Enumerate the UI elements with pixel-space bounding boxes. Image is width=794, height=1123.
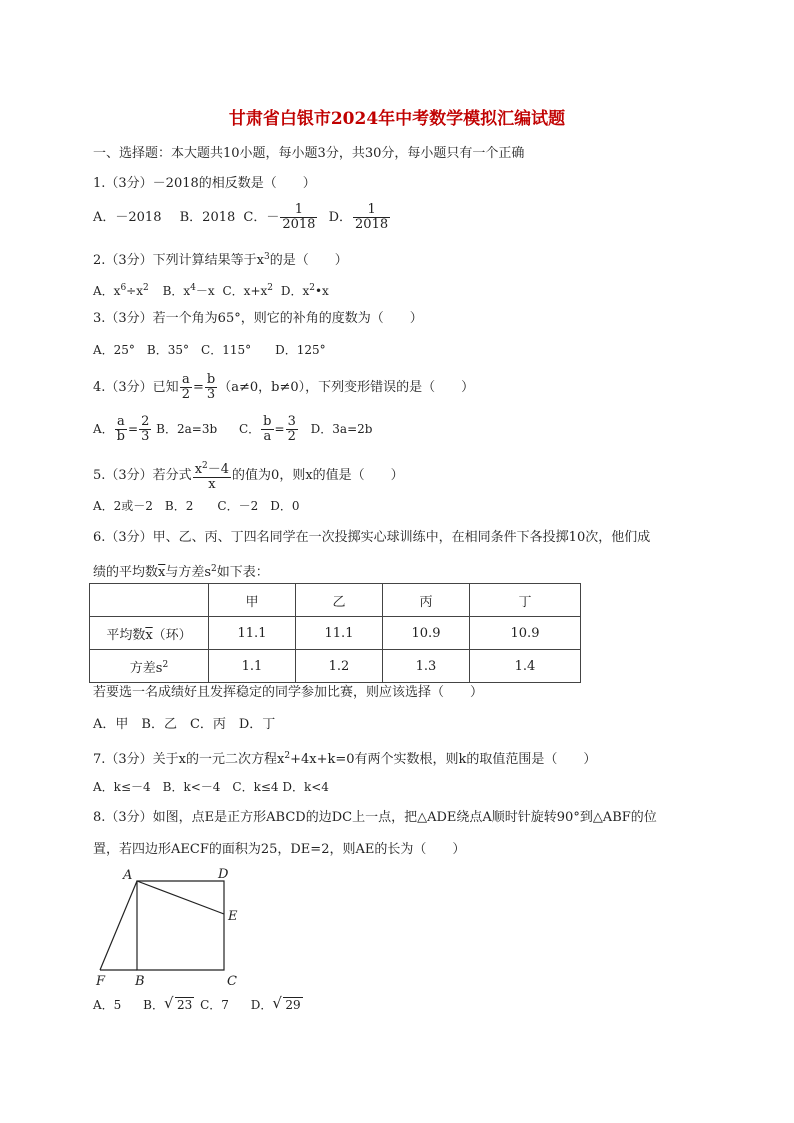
table-row <box>90 617 581 650</box>
q4-opt-d: D．3a=2b <box>310 422 373 436</box>
q2-options <box>93 279 329 300</box>
q1-opt-d: D． $\frac{1}{2018}$ <box>328 202 389 232</box>
q8-opt-c: C．7 <box>200 998 229 1012</box>
table-header-jia: 甲 <box>209 584 296 617</box>
table-cell: 11.1 <box>209 617 296 650</box>
table-header-row <box>90 584 581 617</box>
q4-opt-c: C． $\frac{b}{a}$ = $\frac{3}{2}$ <box>238 414 296 444</box>
q4-stem: 4.（3分）已知 $\frac{a}{2}$ = $\frac{b}{3}$ （a≠0，b≠0），下列变形错误的是（ ） <box>93 372 475 402</box>
q8-opt-b: B． √ 23 <box>143 994 193 1012</box>
sqrt-icon: √ 23 <box>163 994 193 1012</box>
q5-stem: 5.（3分）若分式 $\frac{x^2-4}{x}$ 的值为0，则x的值是（ ） <box>93 461 404 492</box>
table-cell: 10.9 <box>470 617 581 650</box>
segment-af <box>100 881 137 970</box>
q8-line2: 置，若四边形AECF的面积为25，DE=2，则AE的长为（ ） <box>93 842 466 857</box>
table-cell: 11.1 <box>296 617 383 650</box>
q4-opt-b: B．2a=3b <box>156 422 218 436</box>
q6-line1: 6.（3分）甲、乙、丙、丁四名同学在一次投掷实心球训练中，在相同条件下各投掷10次，他们成 <box>93 530 651 545</box>
label-d: D <box>218 867 229 882</box>
q2-opt-c: C．$x+x^2$ <box>222 283 274 298</box>
table-cell: 1.2 <box>296 650 383 683</box>
q2-stem: 2.（3分）下列计算结果等于$x^3$的是（ ） <box>93 252 348 268</box>
q6-line2: 绩的平均数$\overline{x}$与方差$s^2$如下表： <box>93 564 269 580</box>
q2-opt-a: A．$x^6\div x^2$ <box>93 283 149 298</box>
q1-opt-b: B．2018 <box>179 210 236 225</box>
q1-opt-a: A．－2018 <box>93 210 162 225</box>
q8-opt-d: D． √ 29 <box>250 994 301 1012</box>
table-cell: 1.4 <box>470 650 581 683</box>
q2-opt-d: D．$x^2•x$ <box>280 283 329 298</box>
label-e: E <box>228 909 238 924</box>
segment-ae <box>137 881 224 914</box>
row-label-mean: 平均数$\overline{x}$（环） <box>90 617 209 650</box>
q5-options: A．2或－2 B．2 C．－2 D．0 <box>93 499 300 513</box>
section-heading: 一、选择题：本大题共10小题，每小题3分，共30分，每小题只有一个正确 <box>93 146 525 161</box>
q6-options: A．甲 B．乙 C．丙 D．丁 <box>93 717 276 732</box>
table-cell: 1.1 <box>209 650 296 683</box>
table-header-ding: 丁 <box>470 584 581 617</box>
q1-stem: 1.（3分）－2018的相反数是（ ） <box>93 176 316 191</box>
q8-line1: 8.（3分）如图，点E是正方形ABCD的边DC上一点，把△ADE绕点A顺时针旋转90°到△ABF的位 <box>93 810 657 825</box>
table-cell <box>90 584 209 617</box>
table-header-yi: 乙 <box>296 584 383 617</box>
q8-options <box>93 996 303 1014</box>
q7-options: A．k≤－4 B．k<－4 C．k≤4 D．k<4 <box>93 780 329 794</box>
table-header-bing: 丙 <box>383 584 470 617</box>
q3-options: A．25° B．35° C．115° D．125° <box>93 343 326 357</box>
table-cell: 1.3 <box>383 650 470 683</box>
q7-stem: 7.（3分）关于x的一元二次方程$x^2+4x+k=0$有两个实数根，则k的取值范围是（ ） <box>93 751 597 767</box>
q1-options <box>93 203 391 232</box>
q8-figure <box>90 864 250 994</box>
label-b: B <box>135 974 145 989</box>
paper-title: 甘肃省白银市2024年中考数学模拟汇编试题 <box>228 109 566 129</box>
q6-after: 若要选一名成绩好且发挥稳定的同学参加比赛，则应该选择（ ） <box>93 685 484 700</box>
q3-stem: 3.（3分）若一个角为65°，则它的补角的度数为（ ） <box>93 311 423 326</box>
table-cell: 10.9 <box>383 617 470 650</box>
q4-options <box>93 415 372 444</box>
label-c: C <box>227 974 237 989</box>
q4-opt-a: A． $\frac{a}{b}$ = $\frac{2}{3}$ <box>93 414 150 444</box>
table-row <box>90 650 581 683</box>
sqrt-icon: √ 29 <box>272 994 301 1012</box>
label-a: A <box>123 868 133 883</box>
q1-opt-c: C．－ $\frac{1}{2018}$ <box>243 202 316 232</box>
score-table <box>89 583 581 683</box>
q8-opt-a: A．5 <box>93 998 122 1012</box>
label-f: F <box>96 974 106 989</box>
row-label-variance: 方差$s^2$ <box>90 650 209 683</box>
q2-opt-b: B．$x^4-x$ <box>162 283 215 298</box>
square-abcd <box>137 881 224 970</box>
